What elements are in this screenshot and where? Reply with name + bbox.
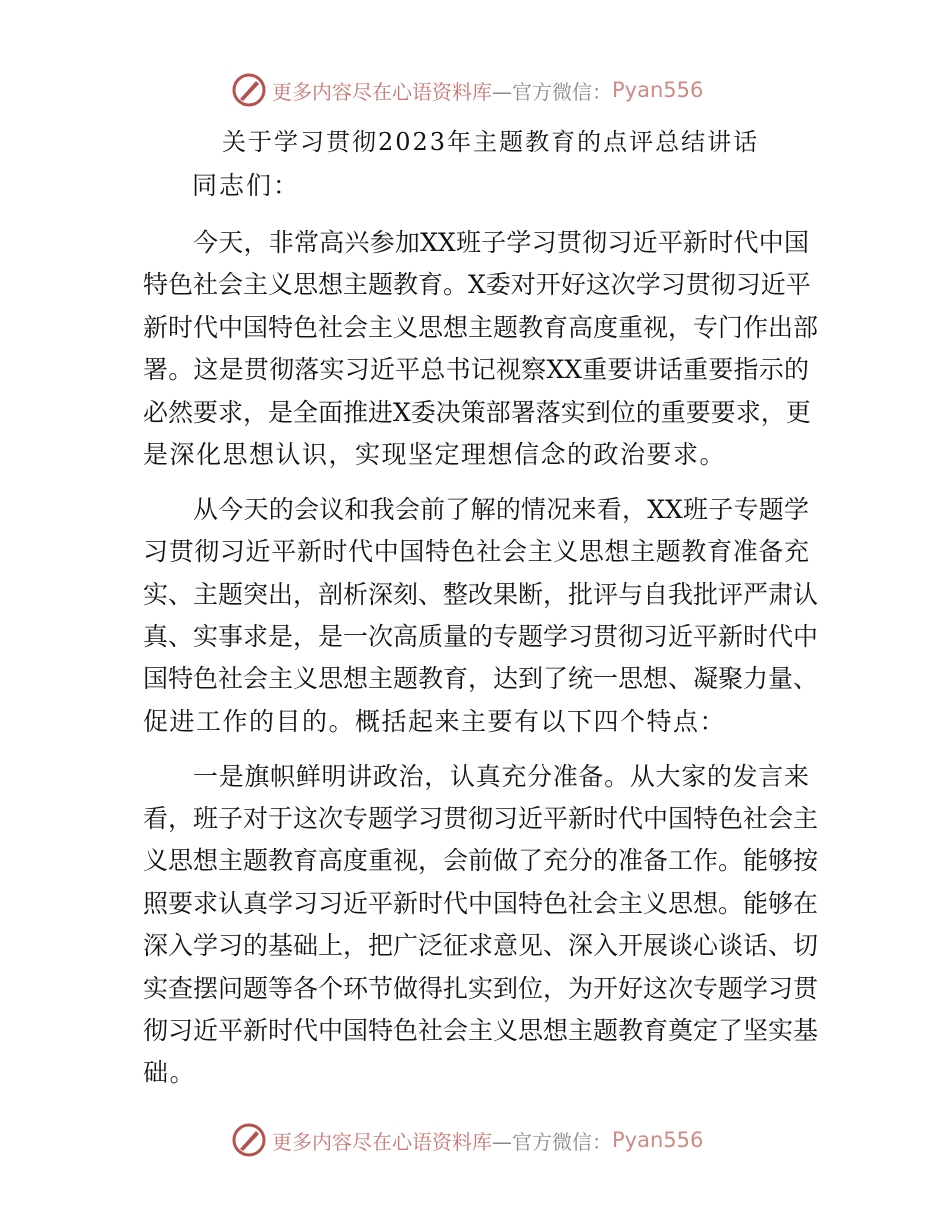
- paragraph: [143, 489, 819, 743]
- text-line: 促进工作的目的。概括起来主要有以下四个特点：: [143, 706, 727, 736]
- document-body: [143, 222, 819, 1107]
- watermark-id: Pyan556: [612, 78, 704, 102]
- text-line: 础。: [143, 1058, 197, 1088]
- watermark-brand: 更多内容尽在心语资料库: [272, 79, 492, 104]
- text-line: 照要求认真学习习近平新时代中国特色社会主义思想。能够在: [143, 888, 819, 918]
- text-line: 彻习近平新时代中国特色社会主义思想主题教育奠定了坚实基: [143, 1016, 819, 1046]
- text-line: 国特色社会主义思想主题教育，达到了统一思想、凝聚力量、: [143, 664, 819, 694]
- paragraph: [143, 222, 819, 476]
- text-line: 新时代中国特色社会主义思想主题教育高度重视，专门作出部: [143, 312, 819, 342]
- footer-watermark: [232, 1122, 703, 1158]
- text-line: 一是旗帜鲜明讲政治，认真充分准备。从大家的发言来: [193, 761, 809, 791]
- document-title: 关于学习贯彻2023年主题教育的点评总结讲话: [222, 128, 760, 156]
- pen-logo-icon: [232, 1123, 266, 1157]
- watermark-brand: 更多内容尽在心语资料库: [272, 1129, 492, 1154]
- text-line: 必然要求，是全面推进X委决策部署落实到位的重要要求，更: [143, 397, 811, 427]
- pen-logo-icon: [232, 73, 266, 107]
- text-line: 义思想主题教育高度重视，会前做了充分的准备工作。能够按: [143, 846, 819, 876]
- greeting: 同志们：: [192, 171, 301, 200]
- text-line: 署。这是贯彻落实习近平总书记视察XX重要讲话重要指示的: [143, 355, 809, 385]
- text-line: 真、实事求是，是一次高质量的专题学习贯彻习近平新时代中: [143, 622, 819, 652]
- text-line: 习贯彻习近平新时代中国特色社会主义思想主题教育准备充: [143, 537, 809, 567]
- watermark-separator: —官方微信：: [492, 79, 612, 104]
- text-line: 深入学习的基础上，把广泛征求意见、深入开展谈心谈话、切: [143, 931, 819, 961]
- header-watermark: [232, 72, 703, 108]
- paragraph: [143, 756, 819, 1095]
- watermark-id: Pyan556: [612, 1128, 704, 1152]
- text-line: 今天，非常高兴参加XX班子学习贯彻习近平新时代中国: [193, 228, 809, 257]
- text-line: 从今天的会议和我会前了解的情况来看，XX班子专题学: [193, 494, 809, 524]
- text-line: 是深化思想认识，实现坚定理想信念的政治要求。: [143, 439, 727, 469]
- watermark-separator: —官方微信：: [492, 1129, 612, 1154]
- text-line: 特色社会主义思想主题教育。X委对开好这次学习贯彻习近平: [143, 270, 811, 300]
- text-line: 实、主题突出，剖析深刻、整改果断，批评与自我批评严肃认: [143, 579, 819, 609]
- text-line: 实查摆问题等各个环节做得扎实到位，为开好这次专题学习贯: [143, 973, 819, 1003]
- text-line: 看，班子对于这次专题学习贯彻习近平新时代中国特色社会主: [143, 804, 819, 834]
